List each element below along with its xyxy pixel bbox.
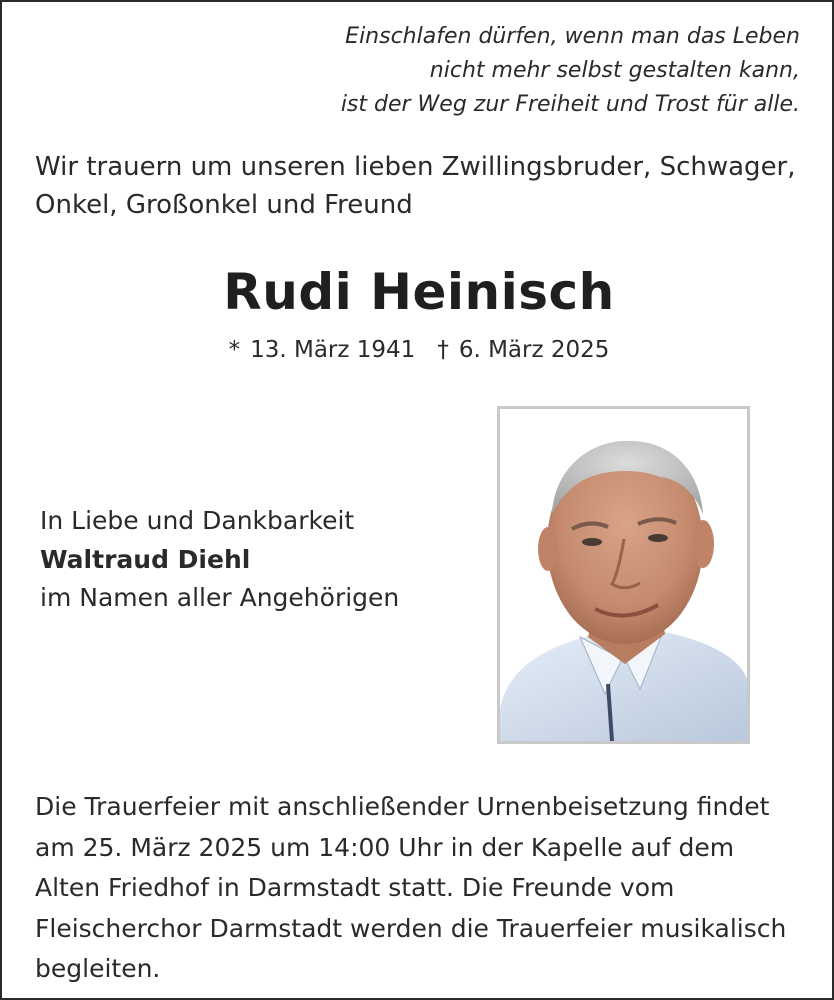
funeral-info-line: Alten Friedhof in Darmstadt statt. Die Freunde vom [35,873,675,902]
motto-line: nicht mehr selbst gestalten kann, [429,58,800,83]
portrait-photo [497,406,750,744]
funeral-info-line: am 25. März 2025 um 14:00 Uhr in der Kapelle auf dem [35,832,735,862]
funeral-info-line: Die Trauerfeier mit anschließender Urnenbeisetzung findet [35,792,770,821]
motto-quote [200,20,800,122]
death-symbol: † [437,337,449,363]
funeral-info-line: Fleischerchor Darmstadt werden die Trauerfeier musikalisch [35,913,787,943]
funeral-info [35,787,825,990]
deceased-name: Rudi Heinisch [223,263,615,321]
life-dates [2,332,834,368]
death-date: 6. März 2025 [458,337,610,363]
closing-signature [40,502,399,618]
intro-line: Wir trauern um unseren lieben Zwillingsbruder, Schwager, [35,152,796,182]
motto-line: Einschlafen dürfen, wenn man das Leben [345,24,800,49]
intro-text [35,148,815,224]
portrait-image [500,409,747,741]
signer-name: Waltraud Diehl [40,544,251,574]
intro-line: Onkel, Großonkel und Freund [35,190,413,220]
motto-line: ist der Weg zur Freiheit und Trost für alle. [340,92,800,117]
birth-symbol: * [228,337,241,363]
closing-line: In Liebe und Dankbarkeit [40,506,355,535]
funeral-info-line: begleiten. [35,954,161,983]
closing-line: im Namen aller Angehörigen [40,583,400,612]
birth-date: 13. März 1941 [250,337,416,363]
